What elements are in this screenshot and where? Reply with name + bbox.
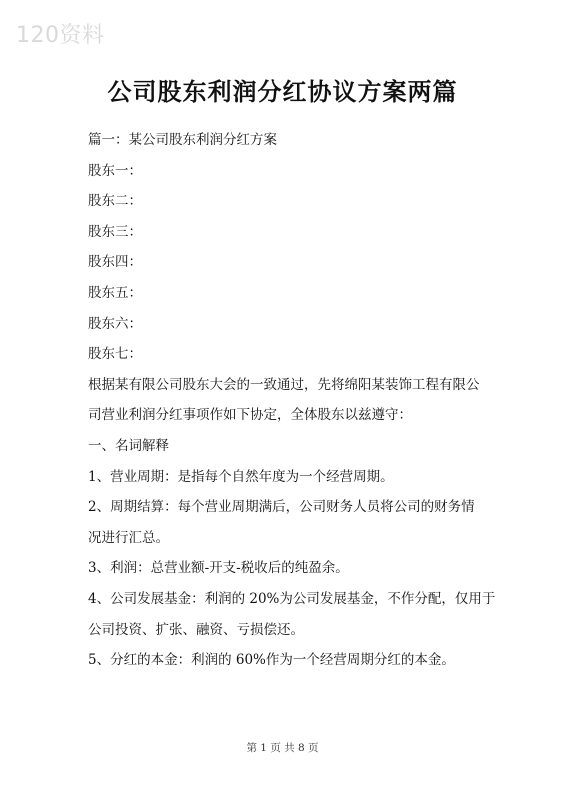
- shareholder-line: 股东五：: [88, 284, 142, 301]
- document-body: [88, 125, 496, 676]
- shareholder-line: 股东七：: [88, 346, 142, 363]
- definition-line: 1、营业周期：是指每个自然年度为一个经营周期。: [88, 468, 394, 485]
- definition-line: 2、周期结算：每个营业周期满后，公司财务人员将公司的财务情: [88, 499, 475, 516]
- shareholder-line: 股东二：: [88, 193, 142, 210]
- definition-line: 4、公司发展基金：利润的 20%为公司发展基金，不作分配，仅用于: [88, 590, 496, 607]
- paragraph-line: 根据某有限公司股东大会的一致通过，先将绵阳某装饰工程有限公: [88, 376, 480, 393]
- shareholder-line: 股东六：: [88, 315, 142, 332]
- shareholder-line: 股东四：: [88, 254, 142, 271]
- subsection-heading: 一、名词解释: [88, 437, 169, 454]
- definition-line: 5、分红的本金：利润的 60%作为一个经营周期分红的本金。: [88, 652, 455, 669]
- watermark-logo: 120资料: [16, 23, 105, 48]
- shareholder-line: 股东一：: [88, 162, 142, 179]
- page-number: 第 1 页 共 8 页: [246, 742, 319, 754]
- paragraph-line: 司营业利润分红事项作如下协定，全体股东以兹遵守：: [88, 407, 412, 424]
- definition-line: 况进行汇总。: [88, 529, 169, 546]
- shareholder-line: 股东三：: [88, 223, 142, 240]
- definition-line: 公司投资、扩张、融资、亏损偿还。: [88, 621, 304, 638]
- definition-line: 3、利润：总营业额-开支-税收后的纯盈余。: [88, 560, 349, 577]
- section-heading: 篇一：某公司股东利润分红方案: [88, 132, 277, 148]
- document-title: 公司股东利润分红协议方案两篇: [107, 78, 458, 106]
